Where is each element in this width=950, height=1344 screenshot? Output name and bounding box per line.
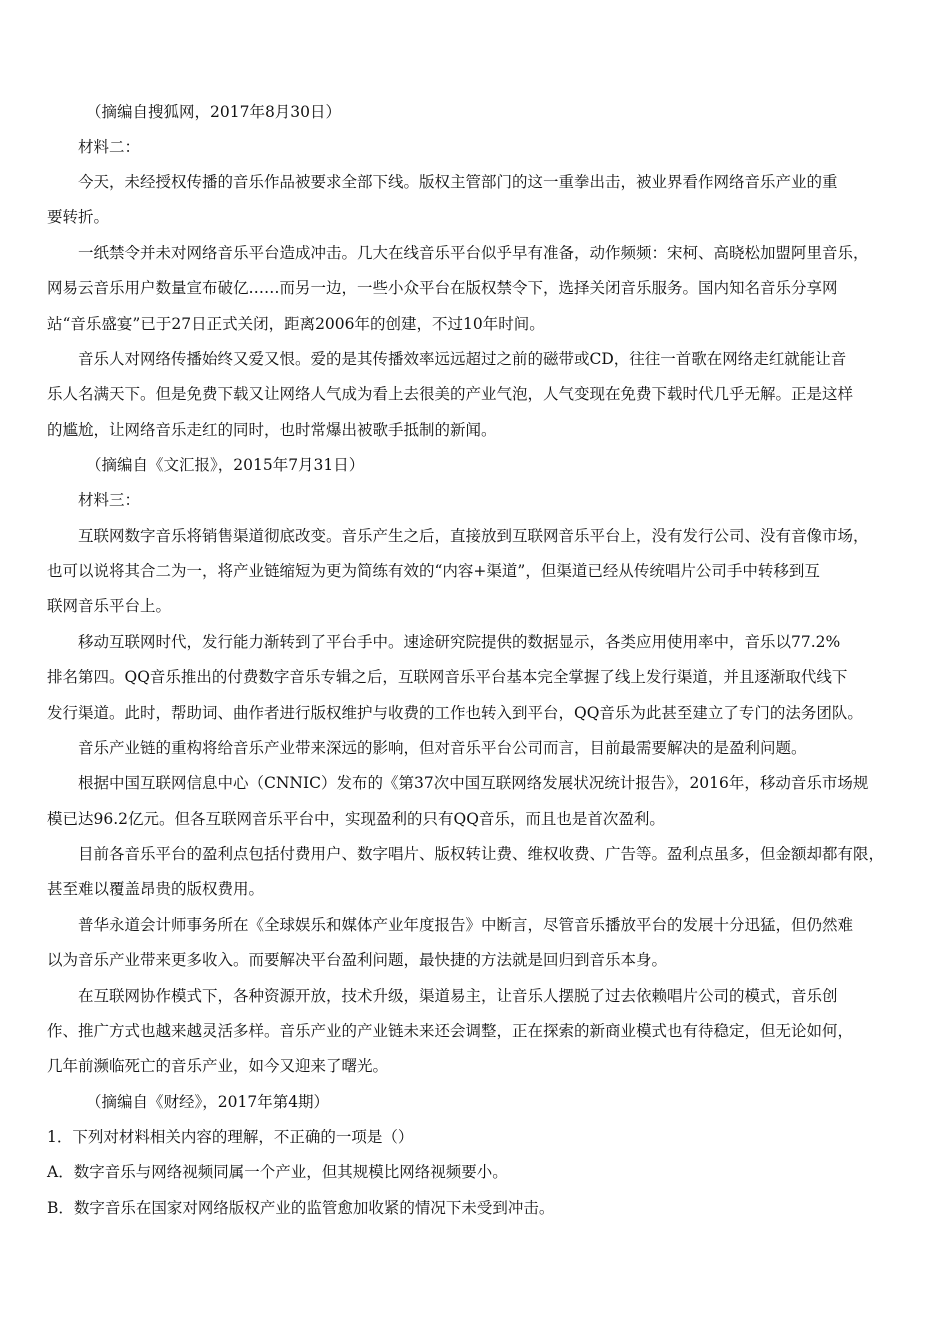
paragraph-line: 发行渠道。此时，帮助词、曲作者进行版权维护与收费的工作也转入到平台，QQ音乐为此甚至建立了专门的法务团队。: [47, 704, 863, 722]
paragraph-line: 音乐产业链的重构将给音乐产业带来深远的影响，但对音乐平台公司而言，目前最需要解决的是盈利问题。: [78, 739, 807, 757]
paragraph-line: 普华永道会计师事务所在《全球娱乐和媒体产业年度报告》中断言，尽管音乐播放平台的发展十分迅猛，但仍然难: [78, 916, 854, 934]
paragraph-line: 也可以说将其合二为一，将产业链缩短为更为简练有效的“内容+渠道”，但渠道已经从传统唱片公司手中转移到互: [47, 562, 820, 580]
paragraph-line: 几年前濒临死亡的音乐产业，如今又迎来了曙光。: [47, 1057, 389, 1075]
paragraph-line: 的尴尬，让网络音乐走红的同时，也时常爆出被歌手抵制的新闻。: [47, 421, 497, 439]
source-citation-1: （摘编自搜狐网，2017年8月30日）: [86, 103, 342, 121]
paragraph-line: 互联网数字音乐将销售渠道彻底改变。音乐产生之后，直接放到互联网音乐平台上，没有发行公司、没有音像市场，: [78, 527, 869, 545]
paragraph-line: 一纸禁令并未对网络音乐平台造成冲击。几大在线音乐平台似乎早有准备，动作频频：宋柯、高晓松加盟阿里音乐，: [78, 244, 869, 262]
paragraph-line: 移动互联网时代，发行能力渐转到了平台手中。速途研究院提供的数据显示，各类应用使用率中，音乐以77.2%: [78, 633, 841, 651]
paragraph-line: 甚至难以覆盖昂贵的版权费用。: [47, 880, 265, 898]
answer-option-a: A．数字音乐与网络视频同属一个产业，但其规模比网络视频要小。: [47, 1163, 508, 1181]
paragraph-line: 根据中国互联网信息中心（CNNIC）发布的《第37次中国互联网络发展状况统计报告》，2016年，移动音乐市场规: [78, 774, 869, 792]
section-heading-3: 材料三：: [78, 491, 141, 509]
paragraph-line: 站“音乐盛宴”已于27日正式关闭，距离2006年的创建，不过10年时间。: [47, 315, 545, 333]
paragraph-line: 音乐人对网络传播始终又爱又恨。爱的是其传播效率远远超过之前的磁带或CD，往往一首歌在网络走红就能让音: [78, 350, 847, 368]
paragraph-line: 以为音乐产业带来更多收入。而要解决平台盈利问题，最快捷的方法就是回归到音乐本身。: [47, 951, 668, 969]
answer-option-b: B．数字音乐在国家对网络版权产业的监管愈加收紧的情况下未受到冲击。: [47, 1199, 555, 1217]
paragraph-line: 网易云音乐用户数量宣布破亿……而另一边，一些小众平台在版权禁令下，选择关闭音乐服务。国内知名音乐分享网: [47, 279, 838, 297]
paragraph-line: 在互联网协作模式下，各种资源开放，技术升级，渠道易主，让音乐人摆脱了过去依赖唱片公司的模式，音乐创: [78, 987, 838, 1005]
paragraph-line: 排名第四。QQ音乐推出的付费数字音乐专辑之后，互联网音乐平台基本完全掌握了线上发行渠道，并且逐渐取代线下: [47, 668, 848, 686]
paragraph-line: 要转折。: [47, 208, 110, 226]
paragraph-line: 联网音乐平台上。: [47, 597, 172, 615]
paragraph-line: 乐人名满天下。但是免费下载又让网络人气成为看上去很美的产业气泡，人气变现在免费下载时代几乎无解。正是这样: [47, 385, 854, 403]
paragraph-line: 目前各音乐平台的盈利点包括付费用户、数字唱片、版权转让费、维权收费、广告等。盈利点虽多，但金额却都有限，: [78, 845, 885, 863]
source-citation-3: （摘编自《财经》，2017年第4期）: [86, 1093, 330, 1111]
paragraph-line: 今天，未经授权传播的音乐作品被要求全部下线。版权主管部门的这一重拳出击，被业界看作网络音乐产业的重: [78, 173, 838, 191]
question-stem: 1．下列对材料相关内容的理解，不正确的一项是（）: [47, 1128, 414, 1146]
paragraph-line: 模已达96.2亿元。但各互联网音乐平台中，实现盈利的只有QQ音乐，而且也是首次盈利。: [47, 810, 665, 828]
section-heading-2: 材料二：: [78, 138, 141, 156]
paragraph-line: 作、推广方式也越来越灵活多样。音乐产业的产业链未来还会调整，正在探索的新商业模式也有待稳定，但无论如何，: [47, 1022, 854, 1040]
source-citation-2: （摘编自《文汇报》，2015年7月31日）: [86, 456, 365, 474]
